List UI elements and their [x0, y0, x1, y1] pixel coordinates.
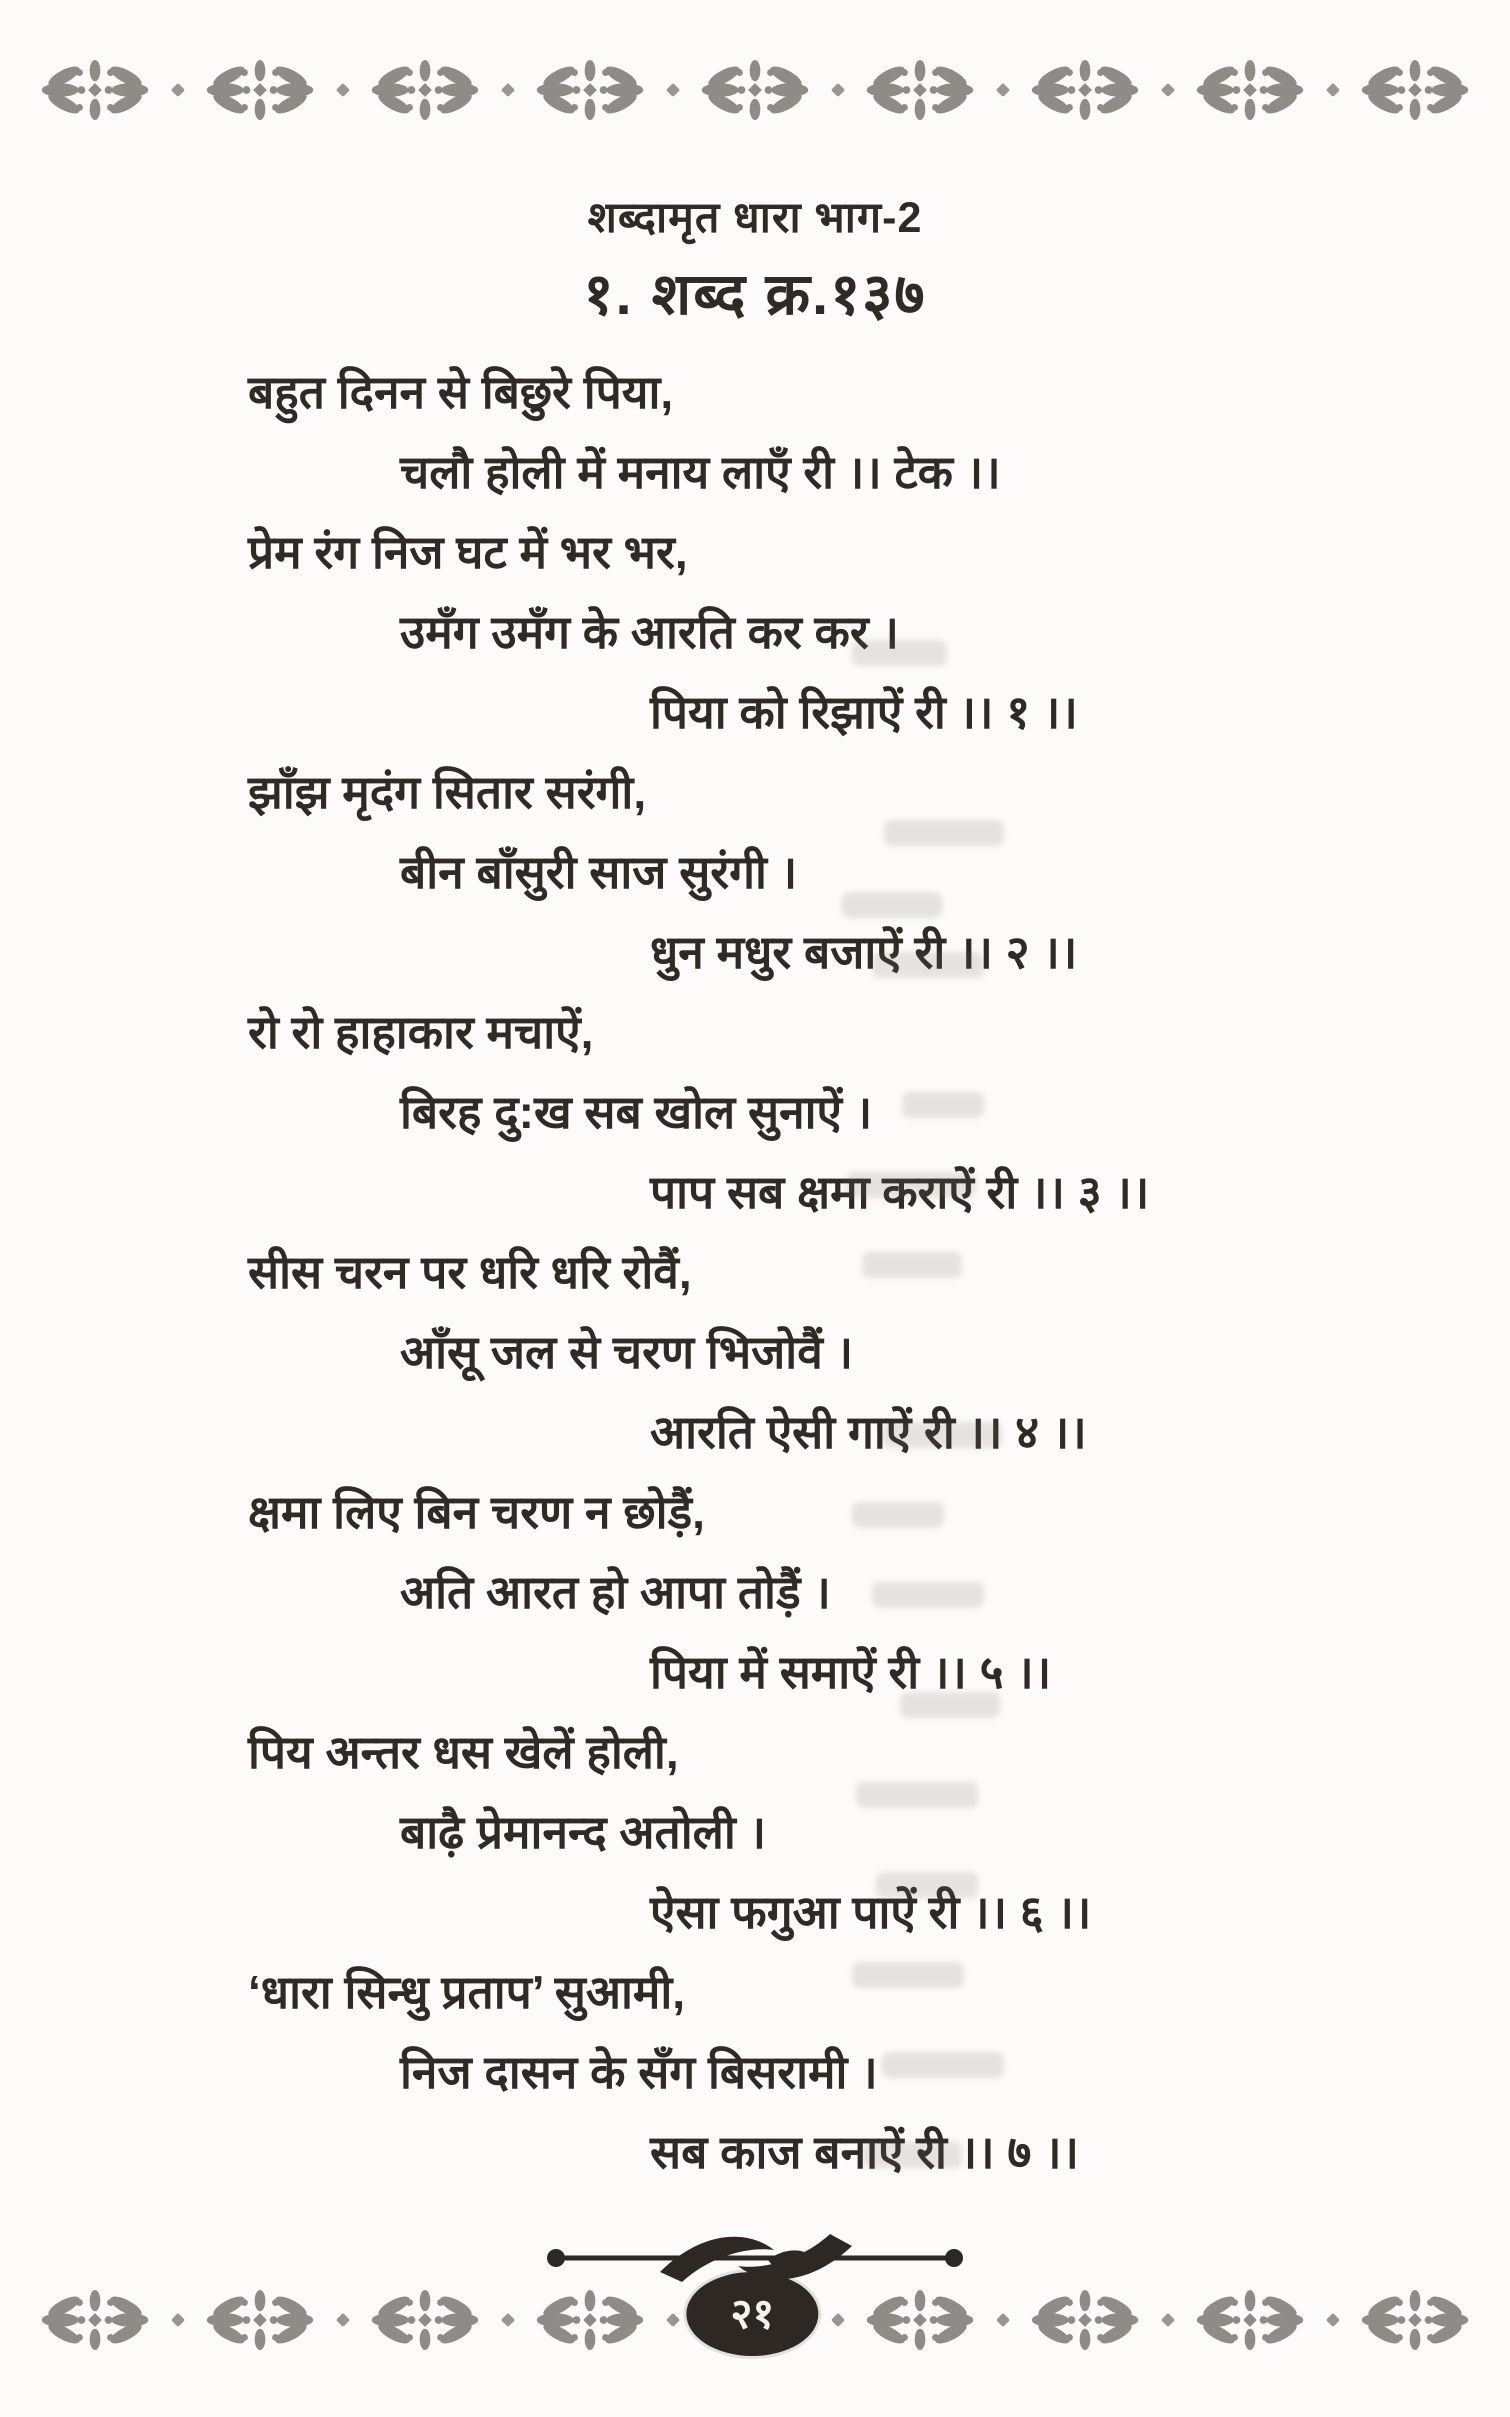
floral-ornament-icon: [201, 59, 319, 121]
separator-dot: [1160, 83, 1174, 97]
poem-line: पाप सब क्षमा कराऐं री ।। ३ ।।: [650, 1166, 1150, 1218]
poem-line: बहुत दिनन से बिछुरे पिया,: [248, 366, 674, 418]
poem-line: सीस चरन पर धरि धरि रोवैं,: [248, 1246, 692, 1298]
poem-line: पिया को रिझाऐं री ।। १ ।।: [650, 686, 1078, 738]
separator-dot: [665, 83, 679, 97]
poem-line: प्रेम रंग निज घट में भर भर,: [248, 526, 688, 578]
floral-ornament-icon: [1191, 2289, 1309, 2351]
shabda-heading: १. शब्द क्र.१३७: [583, 262, 927, 327]
floral-ornament-icon: [1026, 2289, 1144, 2351]
floral-ornament-icon: [1026, 59, 1144, 121]
separator-dot: [830, 83, 844, 97]
poem-line: सब काज बनाऐं री ।। ७ ।।: [650, 2126, 1079, 2178]
poem-line: ‘धारा सिन्धु प्रताप’ सुआमी,: [248, 1966, 686, 2018]
separator-dot: [170, 2313, 184, 2327]
separator-dot: [500, 83, 514, 97]
floral-ornament-icon: [36, 2289, 154, 2351]
separator-dot: [995, 2313, 1009, 2327]
floral-ornament-icon: [366, 59, 484, 121]
floral-ornament-icon: [1191, 59, 1309, 121]
page-number: २१: [730, 2290, 775, 2337]
separator-dot: [335, 2313, 349, 2327]
poem-line: धुन मधुर बजाऐं री ।। २ ।।: [650, 926, 1078, 978]
floral-ornament-icon: [531, 59, 649, 121]
separator-dot: [1160, 2313, 1174, 2327]
poem-line: बाढ़ै प्रेमानन्द अतोली ।: [400, 1806, 766, 1858]
separator-dot: [335, 83, 349, 97]
poem-line: पिया में समाऐं री ।। ५ ।।: [650, 1646, 1052, 1698]
separator-dot: [1325, 83, 1339, 97]
poem-line: पिय अन्तर धस खेलें होली,: [248, 1726, 679, 1778]
separator-dot: [500, 2313, 514, 2327]
floral-ornament-icon: [861, 2289, 979, 2351]
poem-line: झाँझ मृदंग सितार सरंगी,: [248, 766, 647, 818]
floral-ornament-icon: [1356, 59, 1474, 121]
book-title: शब्दामृत धारा भाग-2: [587, 194, 923, 242]
page-number-badge: [686, 2272, 818, 2356]
separator-dot: [995, 83, 1009, 97]
floral-ornament-icon: [696, 59, 814, 121]
poem-line: उमँग उमँग के आरति कर कर ।: [400, 606, 899, 658]
separator-dot: [1325, 2313, 1339, 2327]
poem-line: चलौ होली में मनाय लाएँ री ।। टेक ।।: [400, 446, 1001, 498]
floral-ornament-icon: [36, 59, 154, 121]
poem-line: क्षमा लिए बिन चरण न छोड़ैं,: [248, 1486, 705, 1538]
poem-line: आँसू जल से चरण भिजोवैं ।: [400, 1326, 854, 1378]
poem-line: निज दासन के सँग बिसरामी ।: [400, 2046, 878, 2098]
separator-dot: [170, 83, 184, 97]
floral-ornament-icon: [861, 59, 979, 121]
floral-ornament-icon: [201, 2289, 319, 2351]
poem-line: बिरह दु:ख सब खोल सुनाऐं ।: [400, 1086, 873, 1138]
floral-ornament-icon: [1356, 2289, 1474, 2351]
poem-line: अति आरत हो आपा तोड़ैं ।: [400, 1566, 831, 1618]
poem-body: [0, 352, 1510, 2192]
poem-line: आरति ऐसी गाऐं री ।। ४ ।।: [650, 1406, 1087, 1458]
separator-dot: [665, 2313, 679, 2327]
floral-ornament-icon: [366, 2289, 484, 2351]
separator-dot: [830, 2313, 844, 2327]
poem-line: बीन बाँसुरी साज सुरंगी ।: [400, 846, 798, 898]
floral-ornament-icon: [531, 2289, 649, 2351]
poem-line: रो रो हाहाकार मचाऐं,: [248, 1006, 594, 1058]
ornamental-border-top: [36, 58, 1474, 122]
poem-line: ऐसा फगुआ पाऐं री ।। ६ ।।: [650, 1886, 1092, 1938]
